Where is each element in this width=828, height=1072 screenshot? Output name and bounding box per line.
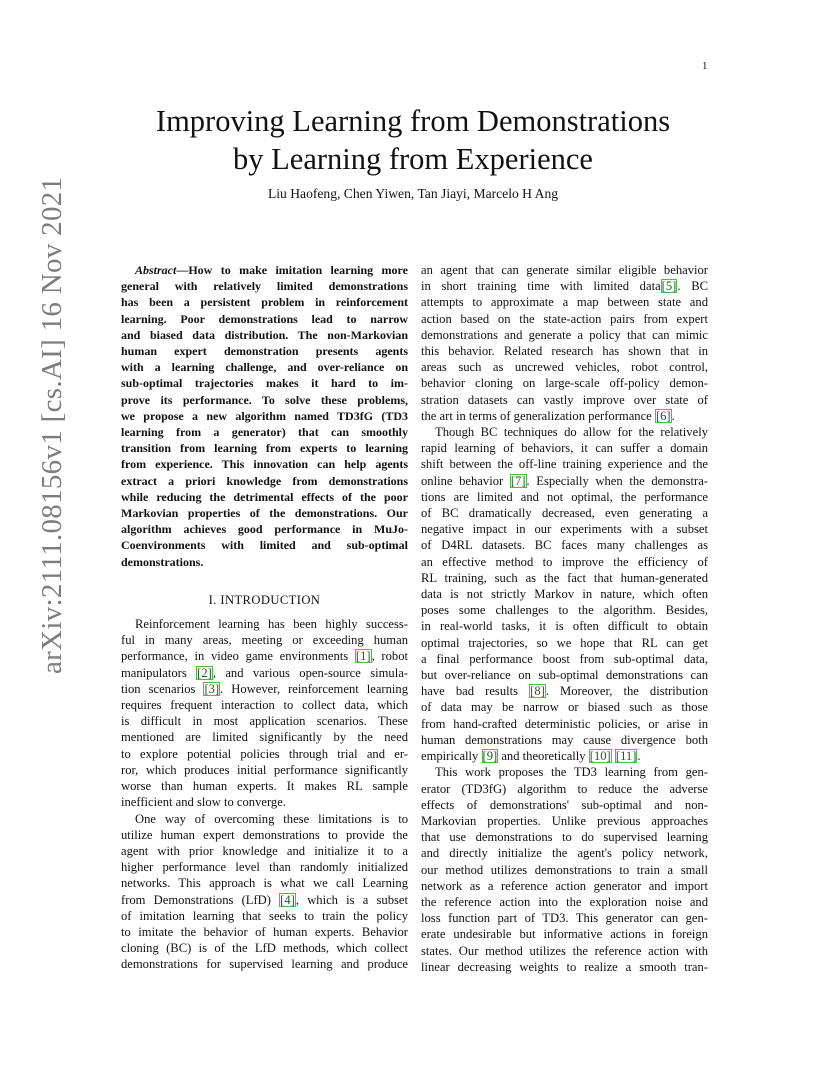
text-line: stration datasets can vastly improve over state of	[421, 392, 708, 407]
text-line: empirically [9] and theoretically [10] [11].	[421, 749, 641, 764]
section-heading-introduction: I. INTRODUCTION	[208, 592, 321, 607]
abstract-line: Coenvironments with limited and sub-optimal	[121, 538, 408, 553]
text-line: human demonstrations may cause divergence both	[421, 732, 708, 747]
abstract-label: Abstract	[135, 263, 177, 277]
citation-link[interactable]: [7]	[510, 473, 526, 488]
abstract-line: Abstract—How to make imitation learning more	[135, 263, 408, 277]
text-line: networks. This approach is what we call Learning	[121, 876, 408, 891]
text-line: One way of overcoming these limitations is to	[135, 811, 408, 826]
citation-link[interactable]: [4]	[280, 892, 295, 907]
text-line: utilize human expert demonstrations to provide the	[121, 827, 408, 842]
text-line: rapid learning of behaviors, it can suffer a domain	[421, 441, 708, 456]
text-line: poses some challenges to the algorithm. Besides,	[421, 603, 708, 618]
abstract-line: transition from learning from experts to learning	[121, 441, 408, 456]
abstract-line: general with relatively limited demonstrations	[121, 279, 408, 294]
text-line: effects of demonstrations' sub-optimal and non-	[421, 797, 708, 812]
citation-link[interactable]: [1]	[355, 649, 371, 664]
text-line: of D4RL datasets. BC faces many challenges as	[421, 538, 708, 553]
abstract-line: learning from a generator) that can smoothly	[121, 425, 408, 440]
citation-link[interactable]: [11]	[615, 749, 637, 764]
abstract-line: and biased data distribution. The non-Markovian	[121, 327, 408, 342]
text-line: a final performance boost from sub-optimal data,	[421, 651, 708, 666]
text-line: agent with prior knowledge and initialize it to a	[121, 843, 408, 858]
text-line: optimal trajectories, so we hope that RL can get	[421, 635, 708, 650]
text-line: higher performance level than randomly initialized	[121, 860, 408, 875]
abstract-line: we propose a new algorithm named TD3fG (TD3	[121, 408, 408, 423]
text-line: is difficult in most application scenarios. These	[121, 714, 408, 729]
text-line: manipulators [2], and various open-source simula-	[121, 665, 408, 680]
text-line: cloning (BC) is of the LfD methods, which collect	[121, 941, 408, 956]
text-line: from hand-crafted deterministic policies, or arise in	[421, 716, 708, 731]
text-line: ror, which produces initial performance significantly	[121, 762, 408, 777]
citation-link[interactable]: [9]	[482, 749, 498, 764]
text-line: to imitate the behavior of human experts. Behavior	[121, 924, 408, 939]
abstract-line: with a learning challenge, and over-reliance on	[121, 360, 408, 375]
abstract-line: prove its performance. To solve these problems,	[121, 392, 408, 407]
text-line: that use demonstrations to do supervised learning	[421, 830, 708, 845]
text-line: states. Our method utilizes the reference action with	[421, 943, 708, 958]
abstract-line: extract a priori knowledge from demonstrations	[121, 473, 408, 488]
citation-link[interactable]: [5]	[661, 279, 677, 294]
text-line: shift between the off-line training experience and the	[421, 457, 708, 472]
text-line: our method utilizes demonstrations to train a small	[421, 862, 708, 877]
page-number: 1	[702, 60, 708, 72]
paper-title	[100, 102, 726, 178]
text-line: and directly initialize the agent's policy network,	[421, 846, 708, 861]
paragraph	[421, 424, 708, 764]
abstract-line: has been a persistent problem in reinforcement	[121, 295, 408, 310]
authors: Liu Haofeng, Chen Yiwen, Tan Jiayi, Marcelo H Ang	[267, 186, 559, 201]
text-line: This work proposes the TD3 learning from gen-	[435, 765, 708, 780]
text-line: linear decreasing weights to realize a smooth tran-	[421, 959, 708, 974]
text-line: of BC dramatically decreased, even generating a	[421, 506, 708, 521]
paragraph	[121, 811, 408, 973]
text-line: requires frequent interaction to collect data, which	[121, 698, 408, 713]
text-line: behavior cloning on large-scale off-policy demon-	[421, 376, 708, 391]
text-line: areas such as uncrewed vehicles, robot control,	[421, 360, 708, 375]
text-line: data is not strictly Markov in nature, which often	[421, 587, 708, 602]
text-line: Though BC techniques do allow for the relatively	[435, 425, 708, 440]
text-line: in real-world tasks, it is often difficult to obtain	[421, 619, 708, 634]
text-line: network as a reference action generator and import	[421, 878, 708, 893]
citation-link[interactable]: [8]	[530, 684, 545, 699]
text-line: negative impact in our experiments with a subset	[421, 522, 708, 537]
abstract-line: human expert demonstration presents agents	[121, 344, 408, 359]
citation-link[interactable]: [6]	[655, 408, 671, 423]
text-line: in short training time with limited data[5]. BC	[421, 279, 708, 294]
text-line: to explore potential policies through trial and er-	[121, 746, 408, 761]
paragraph	[121, 616, 408, 810]
abstract-line: algorithm achieves good performance in MuJo-	[121, 522, 408, 537]
left-column	[121, 262, 408, 973]
citation-link[interactable]: [2]	[197, 665, 212, 680]
paragraph	[421, 262, 708, 424]
text-line: mentioned are limited significantly by the need	[121, 730, 408, 745]
text-line: have bad results [8]. Moreover, the distribution	[421, 684, 708, 699]
abstract-line: from experience. This innovation can help agents	[121, 457, 408, 472]
text-line: an agent that can generate similar eligible behavior	[421, 263, 708, 277]
text-line: action based on the state-action pairs from expert	[421, 311, 708, 326]
text-line: ful in many areas, meeting or exceeding human	[121, 633, 408, 648]
citation-link[interactable]: [10]	[589, 749, 611, 764]
text-line: RL training, such as the fact that human-generated	[421, 570, 708, 585]
text-line: performance, in video game environments [1], robot	[121, 649, 408, 664]
text-line: but over-reliance on sub-optimal demonstrations can	[421, 668, 708, 683]
text-line: online behavior [7]. Especially when the demonstra-	[421, 473, 708, 488]
text-line: demonstrations for supervised learning and produce	[121, 957, 408, 972]
text-line: of data may be narrow or biased such as those	[421, 700, 708, 715]
text-line: loss function part of TD3. This generator can gen-	[421, 911, 708, 926]
text-line: erator (TD3fG) algorithm to reduce the adverse	[421, 781, 708, 796]
citation-link[interactable]: [3]	[204, 681, 220, 696]
abstract	[121, 262, 408, 570]
text-line: this behavior. Related research has shown that in	[421, 344, 708, 359]
text-line: demonstrations and generate a policy that can mimic	[421, 327, 708, 342]
text-line: from Demonstrations (LfD) [4], which is a subset	[121, 892, 409, 907]
text-line: an effective method to improve the efficiency of	[421, 554, 708, 569]
text-line: Reinforcement learning has been highly success-	[135, 617, 408, 632]
abstract-line: Markovian properties of the demonstrations. Our	[121, 506, 408, 521]
title-line-1: Improving Learning from Demonstrations	[155, 104, 671, 138]
title-line-2: by Learning from Experience	[233, 142, 593, 176]
text-line: inefficient and slow to converge.	[121, 795, 286, 810]
abstract-line: sub-optimal trajectories makes it hard to im-	[121, 376, 408, 391]
text-line: tion scenarios [3]. However, reinforcement learning	[121, 681, 409, 696]
text-line: worse than human experts. It makes RL sample	[121, 779, 408, 794]
right-column	[421, 262, 708, 975]
text-line: of imitation learning that seeks to train the policy	[121, 908, 408, 923]
arxiv-identifier: arXiv:2111.08156v1 [cs.AI] 16 Nov 2021	[36, 176, 68, 674]
paragraph	[421, 764, 708, 975]
abstract-line: learning. Poor demonstrations lead to narrow	[121, 311, 408, 326]
abstract-line: demonstrations.	[121, 554, 204, 569]
text-line: tions are limited and not optimal, the performance	[421, 489, 708, 504]
text-line: the art in terms of generalization performance [6].	[421, 408, 675, 423]
text-line: the reference action into the exploration noise and	[421, 894, 708, 909]
abstract-line: while reducing the detrimental effects of the poor	[121, 489, 408, 504]
text-line: Markovian properties. Unlike previous approaches	[421, 813, 708, 828]
text-line: attempts to approximate a map between state and	[421, 295, 708, 310]
text-line: erate undesirable but informative actions in foreign	[421, 927, 708, 942]
